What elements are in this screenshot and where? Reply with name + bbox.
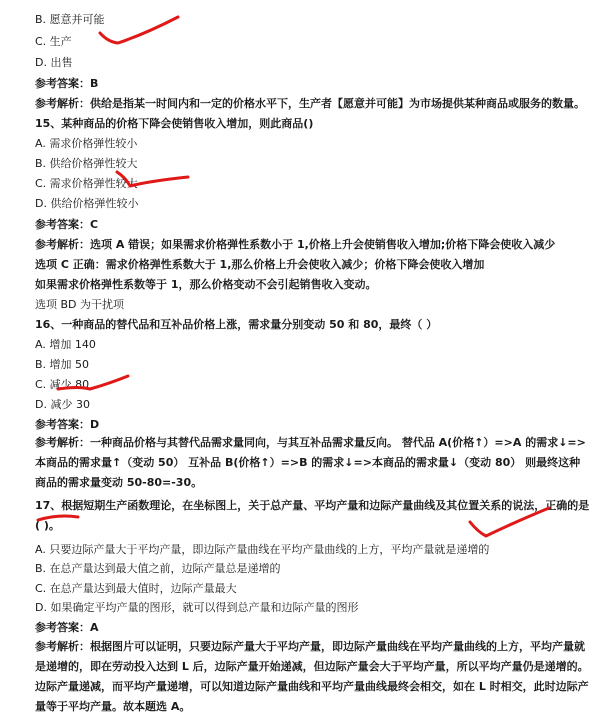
q15-question: 15、某种商品的价格下降会使销售收入增加，则此商品(): [35, 117, 314, 130]
q14-answer: 参考答案：B: [35, 77, 99, 90]
q14-option-b: B. 愿意并可能: [35, 13, 105, 26]
q14-option-d: D. 出售: [35, 56, 73, 69]
q16-answer: 参考答案：D: [35, 418, 100, 431]
q16-question: 16、一种商品的替代品和互补品价格上涨，需求量分别变动 50 和 80，最终（ ）: [35, 318, 438, 331]
q17-option-a: A. 只要边际产量大于平均产量，即边际产量曲线在平均产量曲线的上方，平均产量就是递增的: [35, 543, 490, 556]
q15-option-c: C. 需求价格弹性较大: [35, 177, 138, 190]
q14-analysis: 参考解析：供给是指某一时间内和一定的价格水平下，生产者【愿意并可能】为市场提供某种商品或服务的数量。: [35, 97, 585, 110]
q15-analysis-2: 选项 C 正确：需求价格弹性系数大于 1,那么价格上升会使收入减少；价格下降会使收入增加: [35, 258, 485, 271]
q15-option-a: A. 需求价格弹性较小: [35, 137, 138, 150]
q16-option-d: D. 减少 30: [35, 398, 90, 411]
q17-analysis: 参考解析：根据图片可以证明，只要边际产量大于平均产量，即边际产量曲线在平均产量曲线的上方，平均产量就是递增的，即在劳动投入达到 L 后，边际产量开始递减，但边际产量会大于平均产量，所以平均产量仍是递增的。边际产量递减，而平均产量递增，可以知道边际产量曲线和平均产量曲线最终会相交，如在 L 时相交，此时边际产量等于平均产量。故本题选 A。: [35, 640, 589, 713]
q15-answer: 参考答案：C: [35, 218, 99, 231]
q17-option-c: C. 在总产量达到最大值时，边际产量最大: [35, 582, 237, 595]
q15-analysis-4: 选项 BD 为干扰项: [35, 298, 125, 311]
q15-analysis-3: 如果需求价格弹性系数等于 1，那么价格变动不会引起销售收入变动。: [35, 278, 377, 291]
q14-option-c: C. 生产: [35, 35, 72, 48]
q17-option-d: D. 如果确定平均产量的图形，就可以得到总产量和边际产量的图形: [35, 601, 359, 614]
q15-option-d: D. 供给价格弹性较小: [35, 197, 139, 210]
q17-answer: 参考答案：A: [35, 621, 99, 634]
q16-analysis: 参考解析：一种商品价格与其替代品需求量同向，与其互补品需求量反向。 替代品 A(价格↑）=>A 的需求↓=>本商品的需求量↑（变动 50） 互补品 B(价格↑）=>B 的需求↓=>本商品的需求量↓（变动 80） 则最终这种商品的需求量变动 50-80=-30。: [35, 436, 586, 489]
q17-question: 17、根据短期生产函数理论，在坐标图上，关于总产量、平均产量和边际产量曲线及其位置关系的说法，正确的是( )。: [35, 499, 590, 532]
q15-analysis-1: 参考解析：选项 A 错误；如果需求价格弹性系数小于 1,价格上升会使销售收入增加;价格下降会使收入减少: [35, 238, 556, 251]
q17-option-b: B. 在总产量达到最大值之前，边际产量总是递增的: [35, 562, 281, 575]
q15-option-b: B. 供给价格弹性较大: [35, 157, 138, 170]
q16-option-a: A. 增加 140: [35, 338, 96, 351]
q16-option-b: B. 增加 50: [35, 358, 90, 371]
q16-option-c: C. 减少 80: [35, 378, 90, 391]
